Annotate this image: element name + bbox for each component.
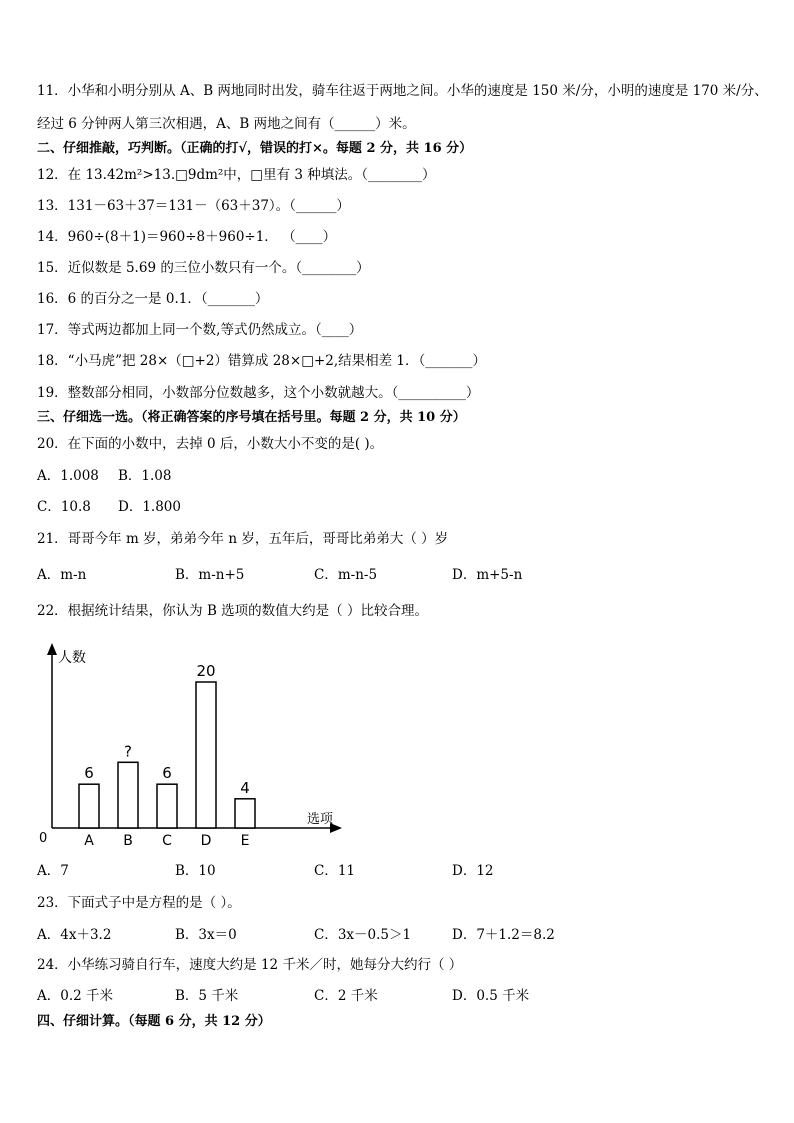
q22-option-c: C．11 (314, 863, 356, 879)
question-16: 16．6 的百分之一是 0.1．（_______） (37, 291, 269, 307)
question-21: 21．哥哥今年 m 岁，弟弟今年 n 岁，五年后，哥哥比弟弟大（ ）岁 (37, 531, 449, 547)
bar-c (157, 784, 177, 828)
q23-option-b: B．3x＝0 (175, 927, 237, 943)
x-axis-label: 选项 (307, 812, 334, 827)
q24-option-a: A．0.2 千米 (37, 988, 114, 1004)
bar-value-label-d: 20 (196, 662, 216, 680)
bar-a (79, 784, 99, 828)
q23-option-c: C．3x－0.5＞1 (314, 927, 412, 943)
category-label-a: A (84, 833, 94, 849)
bar-b (118, 762, 138, 828)
question-11-line-2: 经过 6 分钟两人第三次相遇，A、B 两地之间有（______）米。 (37, 116, 416, 132)
bar-value-label-c: 6 (162, 764, 172, 783)
bar-chart (30, 640, 360, 855)
bar-value-label-b: ? (124, 742, 132, 761)
q20-option-b: B．1.08 (118, 468, 172, 484)
question-24: 24．小华练习骑自行车，速度大约是 12 千米／时，她每分大约行（ ） (37, 957, 463, 973)
bar-value-label-a: 6 (84, 764, 94, 783)
category-label-e: E (240, 833, 250, 849)
q23-option-d: D．7＋1.2＝8.2 (452, 927, 555, 943)
question-13: 13．131－63＋37＝131－（63＋37）。（______） (37, 198, 350, 214)
question-18: 18．“小马虎”把 28×（□+2）错算成 28×□+2,结果相差 1．（_______） (37, 353, 487, 369)
q21-option-d: D．m+5-n (452, 567, 523, 583)
question-17: 17．等式两边都加上同一个数,等式仍然成立。（____） (37, 322, 363, 338)
origin-label: 0 (39, 831, 48, 846)
category-label-d: D (200, 833, 212, 849)
question-12: 12．在 13.42m²>13.□9dm²中，□里有 3 种填法。（________） (37, 167, 436, 183)
q20-option-d: D．1.800 (118, 499, 181, 515)
question-14: 14．960÷(8＋1)＝960÷8＋960÷1． （____） (37, 229, 337, 245)
question-15: 15．近似数是 5.69 的三位小数只有一个。（________） (37, 260, 370, 276)
q22-option-d: D．12 (452, 863, 494, 879)
bar-value-label-e: 4 (240, 778, 250, 797)
q20-option-a: A．1.008 (37, 468, 99, 484)
bar-e (235, 799, 255, 828)
q24-option-c: C．2 千米 (314, 988, 378, 1004)
q24-option-b: B．5 千米 (175, 988, 239, 1004)
section-4-heading: 四、仔细计算。（每题 6 分，共 12 分） (37, 1014, 271, 1029)
q24-option-d: D．0.5 千米 (452, 988, 530, 1004)
q22-option-a: A．7 (37, 863, 69, 879)
section-2-heading: 二、仔细推敲，巧判断。（正确的打√，错误的打×。每题 2 分，共 16 分） (37, 141, 473, 156)
q21-option-b: B．m-n+5 (175, 567, 245, 583)
q20-option-c: C．10.8 (37, 499, 91, 515)
y-axis-label: 人数 (58, 650, 86, 666)
question-22: 22．根据统计结果，你认为 B 选项的数值大约是（ ）比较合理。 (37, 603, 428, 619)
q22-option-b: B．10 (175, 863, 216, 879)
section-3-heading: 三、仔细选一选。（将正确答案的序号填在括号里。每题 2 分，共 10 分） (37, 410, 466, 425)
q23-option-a: A．4x＋3.2 (37, 927, 112, 943)
question-20: 20．在下面的小数中，去掉 0 后，小数大小不变的是( )。 (37, 436, 384, 452)
bar-d (196, 682, 216, 828)
question-23: 23．下面式子中是方程的是（ ）。 (37, 895, 241, 911)
y-axis-arrow (47, 643, 57, 655)
category-label-c: C (162, 833, 172, 849)
q21-option-a: A．m-n (37, 567, 87, 583)
category-label-b: B (123, 833, 133, 849)
question-19: 19．整数部分相同，小数部分位数越多，这个小数就越大。（__________） (37, 385, 480, 401)
question-11-line-1: 11．小华和小明分别从 A、B 两地同时出发，骑车往返于两地之间。小华的速度是 150 米/分，小明的速度是 170 米/分、 (37, 83, 768, 99)
q21-option-c: C．m-n-5 (314, 567, 378, 583)
